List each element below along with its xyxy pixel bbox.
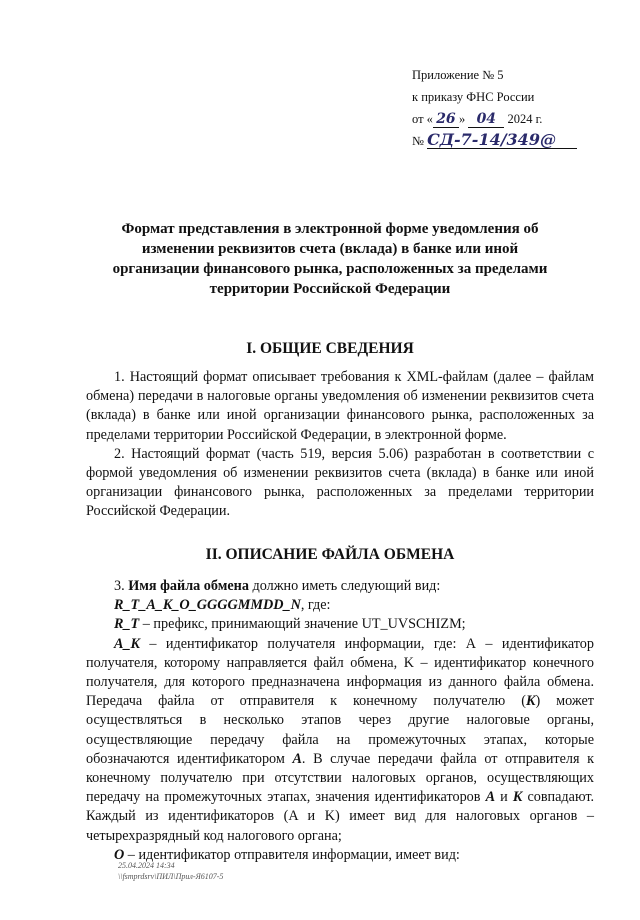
ak-text1: – идентификатор получателя информации, где: А – идентификатор получателя, которому направляется файл обмена, K – идентификатор конечного получателя, для которого предназначена информация из данного файла обмена. Передача файла от отправителя к конечному получателю ( — [86, 635, 594, 710]
ak-definition — [86, 635, 594, 846]
appendix-number — [412, 130, 622, 152]
title-line1: Формат представления в электронной форме уведомления об — [121, 221, 539, 237]
document-title — [60, 219, 600, 299]
appendix-block — [412, 64, 622, 152]
p3-bold-term: Имя файла обмена — [128, 578, 249, 594]
ak-term: A_K — [114, 635, 141, 652]
date-month: 04 — [468, 111, 504, 128]
paragraph-3 — [86, 577, 594, 596]
section2-heading: II. ОПИСАНИЕ ФАЙЛА ОБМЕНА — [205, 546, 455, 563]
appendix-date — [412, 108, 622, 130]
ak-a2: A — [485, 789, 496, 806]
ak-k2: K — [512, 789, 523, 806]
rt-definition — [86, 615, 594, 634]
title-line3: организации финансового рынка, расположенных за пределами — [112, 261, 548, 277]
title-line2: изменении реквизитов счета (вклада) в банке или иной — [141, 241, 519, 257]
ak-k1: K — [525, 693, 536, 710]
appendix-line1: Приложение № 5 — [412, 68, 504, 82]
pattern-text: R_T_A_K_O_GGGGMMDD_N — [114, 597, 301, 614]
o-term: O — [114, 846, 125, 863]
section2-body — [86, 577, 594, 865]
ak-a1: A — [292, 750, 302, 767]
date-year: 2024 г. — [507, 112, 543, 126]
date-day: 26 — [433, 111, 459, 128]
appendix-line2: к приказу ФНС России — [412, 90, 535, 104]
pattern-suffix: , где: — [300, 597, 331, 614]
section1-heading: I. ОБЩИЕ СВЕДЕНИЯ — [246, 340, 414, 357]
paragraph-1: 1. Настоящий формат описывает требования к XML-файлам (далее – файлам обмена) передачи в налоговые органы уведомления об изменении реквизитов счета (вклада) в банке или иной организации финансового рынка, расположенных за пределами территории Российской Федерации, в электронной форме. — [86, 369, 594, 443]
p3-number: 3. — [114, 578, 125, 594]
ak-and: и — [500, 789, 508, 806]
rt-text: – префикс, принимающий значение UT_UVSCHIZM; — [142, 616, 466, 633]
date-prefix: от « — [412, 112, 433, 126]
print-footer — [118, 860, 223, 882]
p3-rest: должно иметь следующий вид: — [252, 578, 441, 594]
order-number-handwritten: СД-7-14/349@ — [427, 132, 577, 149]
rt-term: R_T — [114, 616, 140, 633]
section1-body — [86, 368, 594, 522]
date-quote-close: » — [458, 112, 466, 126]
file-name-pattern — [86, 596, 594, 615]
title-line4: территории Российской Федерации — [209, 281, 451, 297]
paragraph-2: 2. Настоящий формат (часть 519, версия 5.06) разработан в соответствии с формой уведомления об изменении реквизитов счета (вклада) в банке или иной организации финансового рынка, расположенных за пределами территории Российской Федерации. — [86, 445, 594, 520]
number-prefix: № — [412, 134, 424, 148]
ak-text4: совпадают. Каждый из идентификаторов (A и K) имеет вид для налоговых органов – четырехразрядный код налогового органа; — [86, 789, 595, 844]
footer-path: \\fsmprdsrv\ПИЛ\Прил-Я6107-5 — [118, 872, 224, 881]
footer-timestamp: 25.04.2024 14:34 — [118, 861, 175, 870]
ak-text3: . В случае передачи файла от отправителя к конечному получателю при отсутствии налоговых органов, осуществляющих передачу на промежуточных этапах, значения идентификаторов — [86, 750, 594, 806]
ak-text2: ) может осуществляться в несколько этапов через другие налоговые органы, осуществляющие передачу файла на промежуточных этапах, которые обозначаются идентификатором — [86, 693, 594, 767]
o-text: – идентификатор отправителя информации, имеет вид: — [127, 846, 460, 863]
